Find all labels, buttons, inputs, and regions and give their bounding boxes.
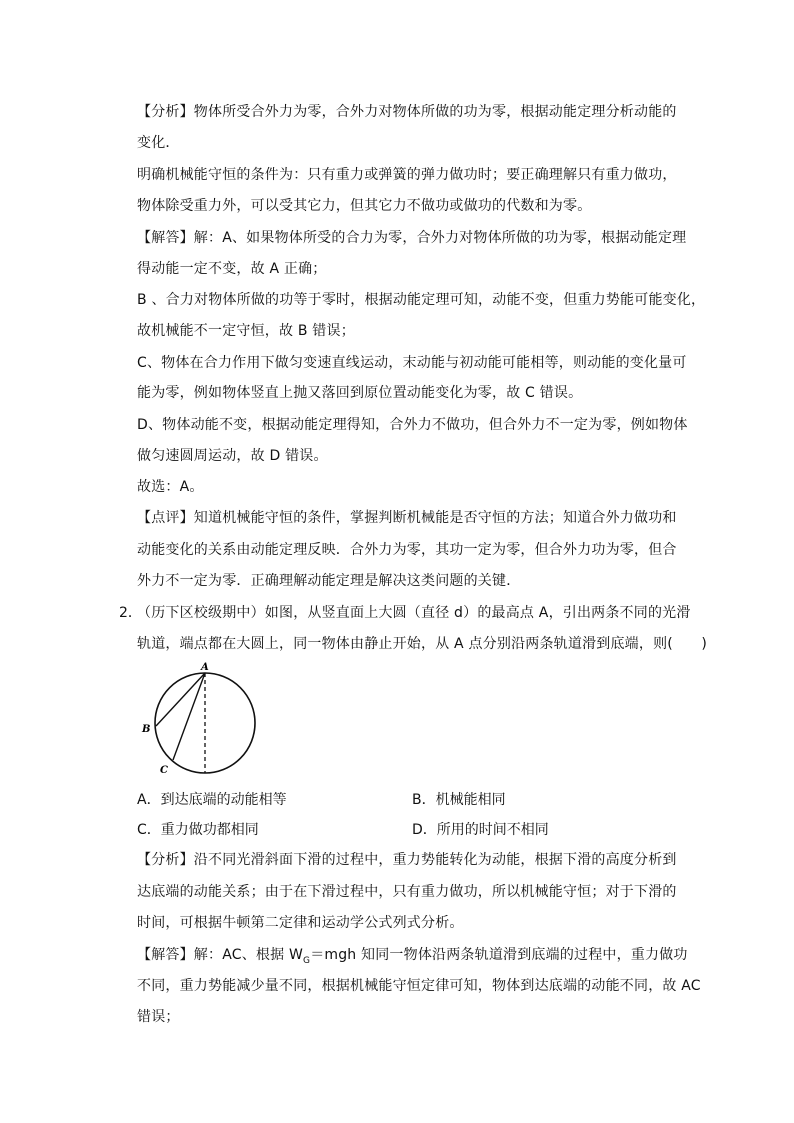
solution-line: B 、合力对物体所做的功等于零时，根据动能定理可知，动能不变，但重力势能可能变化， xyxy=(137,292,706,308)
point-a-label: A xyxy=(201,662,209,673)
comment-line: 外力不一定为零．正确理解动能定理是解决这类问题的关键． xyxy=(137,573,521,589)
solution-line: 得动能一定不变，故 A 正确； xyxy=(137,261,327,277)
circle-track-diagram xyxy=(135,660,265,780)
point-b-label: B xyxy=(142,724,151,735)
comment-line: 【点评】知道机械能守恒的条件，掌握判断机械能是否守恒的方法；知道合外力做功和 xyxy=(137,510,677,526)
solution-line: D、物体动能不变，根据动能定理得知，合外力不做功，但合外力不一定为零，例如物体 xyxy=(137,417,688,433)
analysis-line: 达底端的动能关系；由于在下滑过程中，只有重力做功，所以机械能守恒；对于下滑的 xyxy=(137,884,677,900)
solution-line: 故机械能不一定守恒，故 B 错误； xyxy=(137,323,355,339)
point-c-label: C xyxy=(160,765,168,776)
solution-line: 错误； xyxy=(137,1009,180,1025)
track-ac xyxy=(173,673,205,760)
solution-rest: ＝mgh 知同一物体沿两条轨道滑到底端的过程中，重力做功 xyxy=(310,947,688,963)
option-c: C．重力做功都相同 xyxy=(137,822,259,838)
solution-prefix: 【解答】解：AC、根据 W xyxy=(137,947,303,963)
question-text: 轨道，端点都在大圆上，同一物体由静止开始，从 A 点分别沿两条轨道滑到底端，则( ) xyxy=(137,636,707,652)
solution-line: 【解答】解：A、如果物体所受的合力为零，合外力对物体所做的功为零，根据动能定理 xyxy=(137,230,687,246)
solution-line: 不同，重力势能减少量不同，根据机械能守恒定律可知，物体到达底端的动能不同，故 AC xyxy=(137,978,701,994)
analysis-line: 变化． xyxy=(137,135,180,151)
solution-line: 能为零，例如物体竖直上抛又落回到原位置动能变化为零，故 C 错误。 xyxy=(137,385,583,401)
analysis-line: 【分析】沿不同光滑斜面下滑的过程中，重力势能转化为动能，根据下滑的高度分析到 xyxy=(137,852,677,868)
analysis-line: 时间，可根据牛顿第二定律和运动学公式列式分析。 xyxy=(137,915,464,931)
work-subscript: G xyxy=(303,955,311,966)
analysis-line: 【分析】物体所受合外力为零，合外力对物体所做的功为零，根据动能定理分析动能的 xyxy=(137,104,677,120)
analysis-line: 物体除受重力外，可以受其它力，但其它力不做功或做功的代数和为零。 xyxy=(137,198,592,214)
solution-line: C、物体在合力作用下做匀变速直线运动，末动能与初动能可能相等，则动能的变化量可 xyxy=(137,355,687,371)
comment-line: 动能变化的关系由动能定理反映．合外力为零，其功一定为零，但合外力功为零，但合 xyxy=(137,542,677,558)
question-number: 2． xyxy=(119,605,142,621)
solution-line xyxy=(137,945,688,971)
track-ab xyxy=(156,673,205,726)
option-a: A．到达底端的动能相等 xyxy=(137,792,287,808)
option-b: B．机械能相同 xyxy=(412,792,506,808)
solution-line: 做匀速圆周运动，故 D 错误。 xyxy=(137,448,328,464)
analysis-line: 明确机械能守恒的条件为：只有重力或弹簧的弹力做功时；要正确理解只有重力做功， xyxy=(137,167,677,183)
question-text: （历下区校级期中）如图，从竖直面上大圆（直径 d）的最高点 A，引出两条不同的光滑 xyxy=(137,605,691,621)
answer-line: 故选：A。 xyxy=(137,479,204,495)
option-d: D．所用的时间不相同 xyxy=(412,822,549,838)
